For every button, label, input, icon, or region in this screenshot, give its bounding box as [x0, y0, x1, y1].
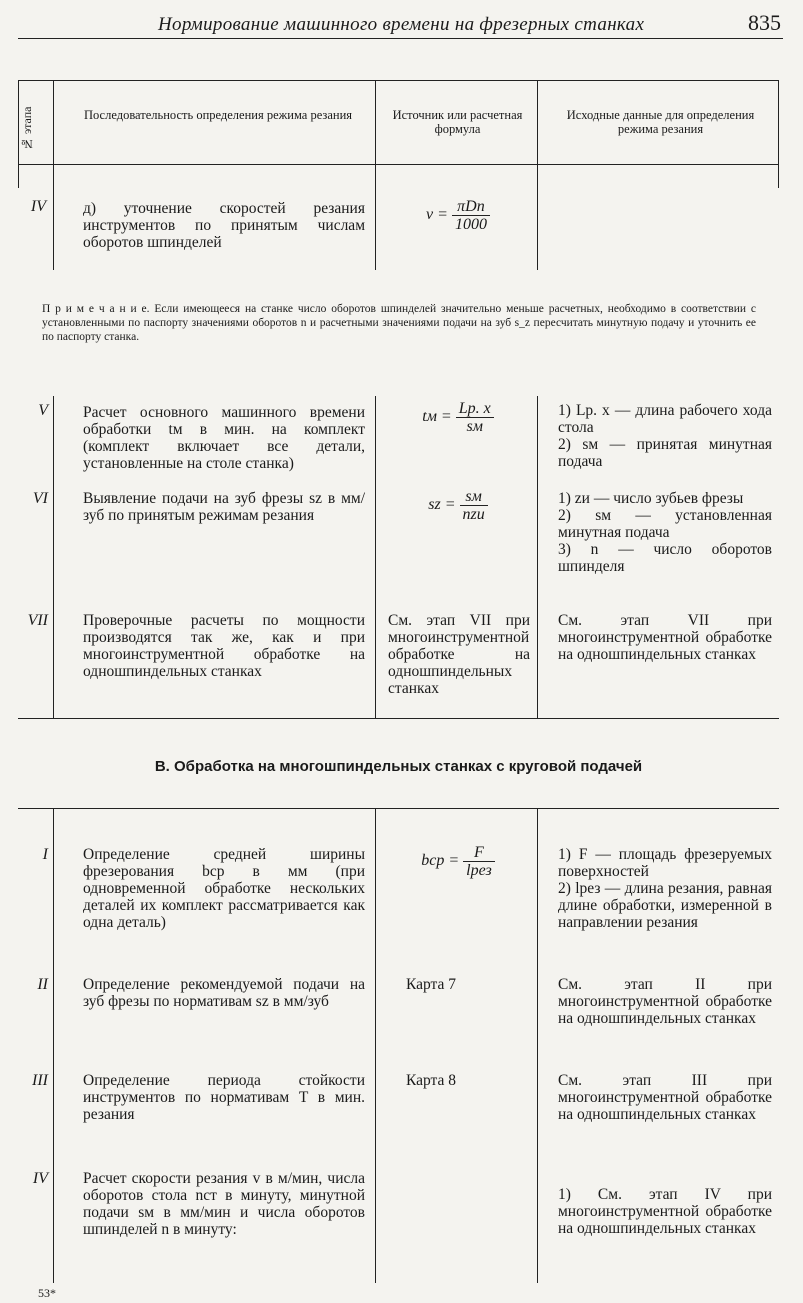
row-bottom-0-step: Определение средней ширины фрезерования bср в мм (при одновременной обработке нескольких деталей их комплект рассматривается как одна деталь)	[83, 846, 365, 931]
header-stage: № этапа	[20, 106, 34, 152]
row-mid-2-inputs: См. этап VII при многоинструментной обработке на одношпиндельных станках	[558, 612, 772, 663]
row-bottom-0-inputs: 1) F — площадь фрезеруемых поверхностей 2) lрез — длина резания, равная длине обработки, измеренной в направлении резания	[558, 846, 772, 931]
row-bottom-0-formula: bср = $\frac{F}{\text{lрез}}$	[383, 844, 533, 879]
row-mid-0-inputs: 1) Lр. х — длина рабочего хода стола 2) sм — принятая минутная подача	[558, 402, 772, 470]
row-mid-2-formula: См. этап VII при многоинструментной обработке на одношпиндельных станках	[388, 612, 530, 697]
running-title: Нормирование машинного времени на фрезерных станках	[158, 14, 645, 35]
row-top-0-num: IV	[30, 198, 46, 215]
row-mid-0-step: Расчет основного машинного времени обработки tм в мин. на комплект (комплект включает все детали, установленные на столе станка)	[83, 404, 365, 472]
row-bottom-1-inputs: См. этап II при многоинструментной обработке на одношпиндельных станках	[558, 976, 772, 1027]
row-mid-2-num: VII	[27, 612, 48, 629]
signature-mark: 53*	[38, 1286, 56, 1300]
row-mid-0-num: V	[38, 402, 48, 419]
row-bottom-2-num: III	[32, 1072, 48, 1089]
row-top-0-formula: v = $\frac{\text{πDn}}{1000}$	[383, 198, 533, 233]
row-bottom-2-inputs: См. этап III при многоинструментной обработке на одношпиндельных станках	[558, 1072, 772, 1123]
page-number: 835	[748, 10, 781, 35]
row-mid-1-formula: sz = $\frac{sм}{\text{nzи}}$	[383, 488, 533, 523]
row-bottom-3-inputs: 1) См. этап IV при многоинструментной обработке на одношпиндельных станках	[558, 1186, 772, 1237]
row-bottom-1-num: II	[37, 976, 48, 993]
table-note: П р и м е ч а н и е. Если имеющееся на станке число оборотов шпинделей значительно меньше расчетных, необходимо в соответствии с установленными по паспорту значениями оборотов n и расчетными значениями подачи на зуб s_z пересчитать минутную подачу и уточнить ее по паспорту станка.	[42, 303, 756, 343]
row-mid-1-inputs: 1) zи — число зубьев фрезы 2) sм — установленная минутная подача 3) n — число оборотов шпинделя	[558, 490, 772, 575]
row-bottom-3-num: IV	[32, 1170, 48, 1187]
row-mid-0-formula: tм = $\frac{Lр. х}{sм}$	[383, 400, 533, 435]
running-header	[18, 8, 783, 39]
row-bottom-1-formula: Карта 7	[406, 976, 457, 993]
row-top-0-step: д) уточнение скоростей резания инструментов по принятым числам оборотов шпинделей	[83, 200, 365, 251]
row-bottom-2-formula: Карта 8	[406, 1072, 457, 1089]
row-bottom-3-step: Расчет скорости резания v в м/мин, числа оборотов стола nст в минуту, минутной подачи sм в мм/мин и числа оборотов шпинделей n в минуту:	[83, 1170, 365, 1238]
section-title: В. Обработка на многошпиндельных станках с круговой подачей	[154, 758, 643, 775]
header-sequence: Последовательность определения режима резания	[83, 108, 353, 122]
header-inputs: Исходные данные для определения режима резания	[566, 108, 755, 136]
row-bottom-1-step: Определение рекомендуемой подачи на зуб фрезы по нормативам sz в мм/зуб	[83, 976, 365, 1010]
row-mid-2-step: Проверочные расчеты по мощности производятся так же, как и при многоинструментной обработке на одношпиндельных станках	[83, 612, 365, 680]
header-source: Источник или расчетная формула	[392, 108, 523, 136]
row-mid-1-step: Выявление подачи на зуб фрезы sz в мм/зуб по принятым режимам резания	[83, 490, 365, 524]
row-bottom-2-step: Определение периода стойкости инструментов по нормативам T в мин. резания	[83, 1072, 365, 1123]
row-mid-1-num: VI	[32, 490, 48, 507]
row-bottom-0-num: I	[42, 846, 48, 863]
